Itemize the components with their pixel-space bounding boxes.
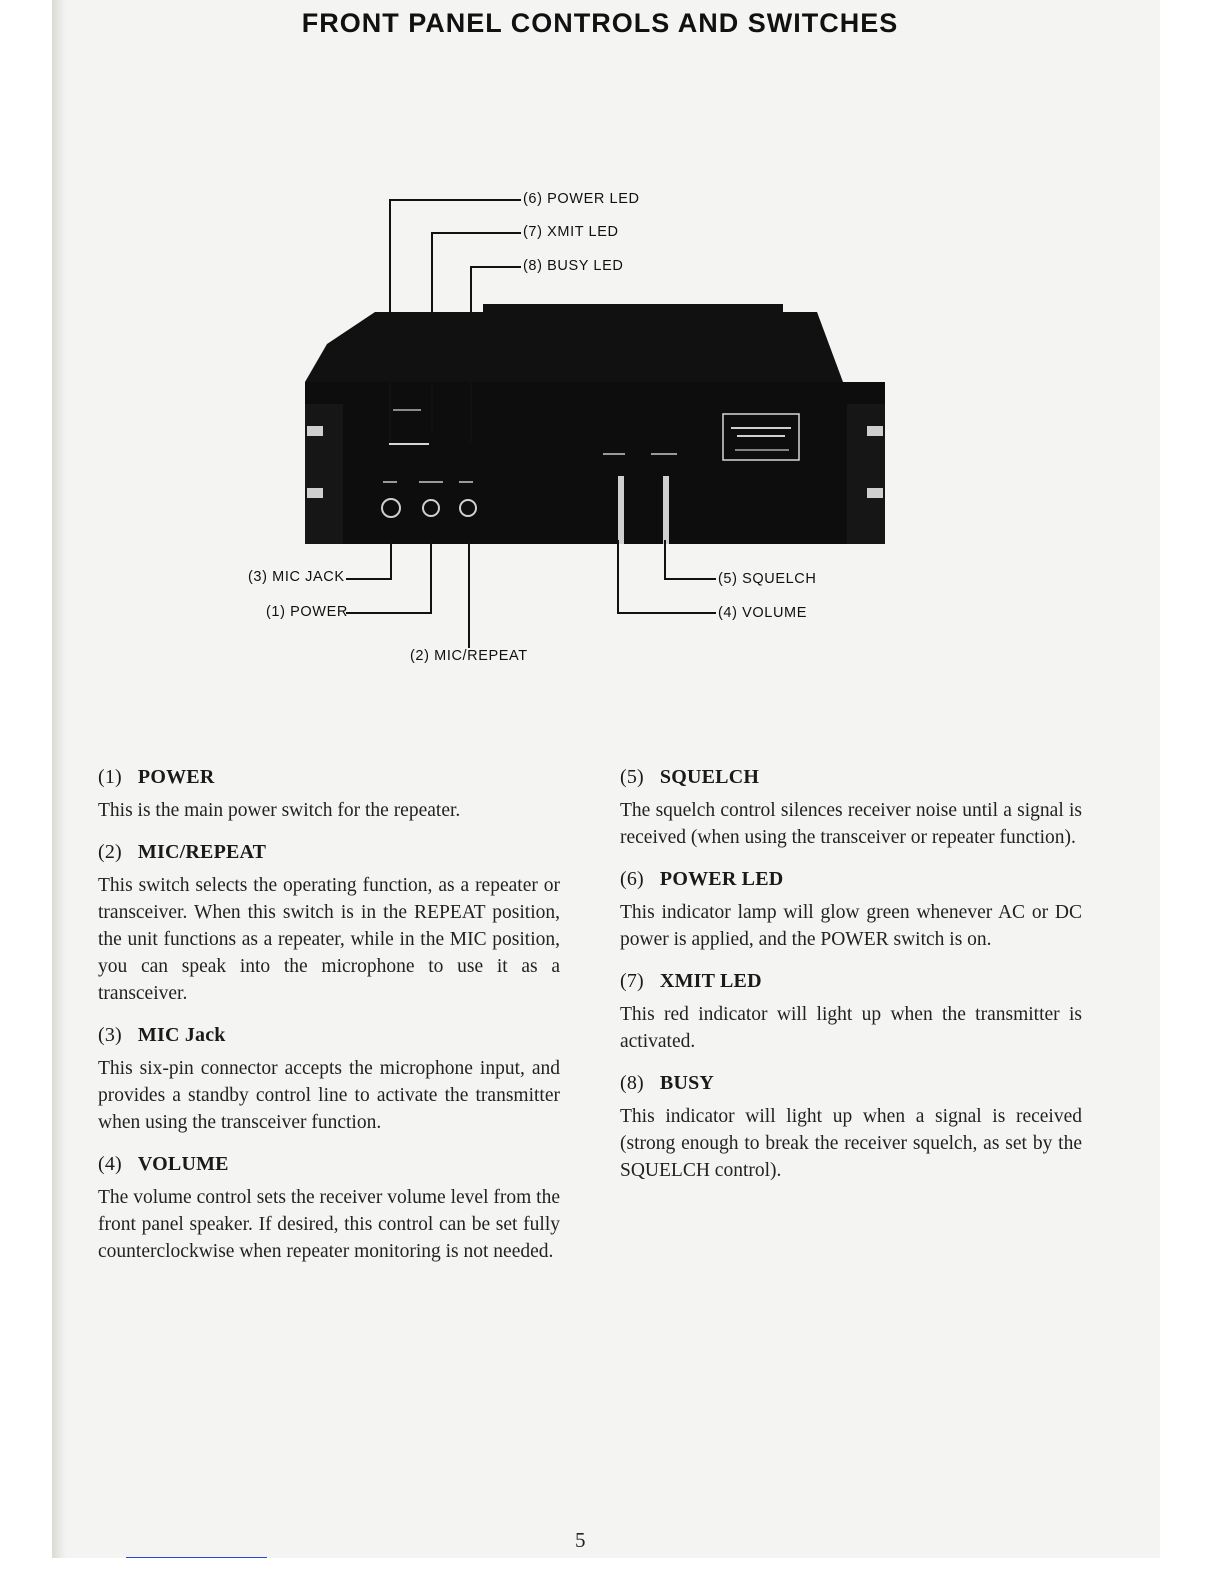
section-text: The squelch control silences receiver noise until a signal is received (when using the transceiver or repeater function). bbox=[620, 800, 1082, 848]
callout-busy-led: (8) BUSY LED bbox=[523, 258, 624, 274]
section-number: (8) bbox=[620, 1072, 644, 1094]
section-text: The volume control sets the receiver volume level from the front panel speaker. If desired, this control can be set fully counterclockwise when repeater monitoring is not needed. bbox=[98, 1187, 560, 1262]
section-heading: POWER bbox=[137, 766, 215, 788]
section-text: This red indicator will light up when the transmitter is activated. bbox=[620, 1004, 1082, 1052]
repeater-front-panel-photo bbox=[305, 304, 885, 544]
section-text: This six-pin connector accepts the microphone input, and provides a standby control line to activate the transmitter when using the transceiver function. bbox=[98, 1058, 560, 1133]
volume-knob-icon bbox=[618, 476, 624, 544]
section-power-led bbox=[620, 868, 1082, 953]
page-number: 5 bbox=[575, 1528, 586, 1552]
section-squelch bbox=[620, 766, 1082, 851]
right-column bbox=[620, 766, 1082, 1201]
section-mic-jack bbox=[98, 1024, 560, 1136]
squelch-knob-icon bbox=[663, 476, 669, 544]
callout-mic-repeat: (2) MIC/REPEAT bbox=[410, 648, 528, 664]
section-text: This is the main power switch for the repeater. bbox=[98, 800, 461, 821]
callout-power-led: (6) POWER LED bbox=[523, 191, 640, 207]
callout-squelch: (5) SQUELCH bbox=[718, 571, 817, 587]
section-heading: MIC/REPEAT bbox=[137, 841, 267, 863]
section-heading: VOLUME bbox=[137, 1153, 229, 1175]
left-rack-ear bbox=[305, 404, 343, 544]
right-rack-ear bbox=[847, 404, 885, 544]
callout-mic-jack: (3) MIC JACK bbox=[248, 569, 345, 585]
callout-volume: (4) VOLUME bbox=[718, 605, 807, 621]
section-number: (6) bbox=[620, 868, 644, 890]
section-number: (3) bbox=[98, 1024, 122, 1046]
section-text: This indicator lamp will glow green whenever AC or DC power is applied, and the POWER switch is on. bbox=[620, 902, 1082, 950]
section-volume bbox=[98, 1153, 560, 1265]
chassis-front bbox=[305, 382, 885, 544]
section-number: (4) bbox=[98, 1153, 122, 1175]
page-title: FRONT PANEL CONTROLS AND SWITCHES bbox=[301, 8, 899, 38]
section-text: This indicator will light up when a signal is received (strong enough to break the receiver squelch, as set by the SQUELCH control). bbox=[620, 1106, 1082, 1181]
left-column bbox=[98, 766, 560, 1282]
section-text: This switch selects the operating function, as a repeater or transceiver. When this switch is in the REPEAT position, the unit functions as a repeater, while in the MIC position, you can speak into the microphone to use it as a transceiver. bbox=[98, 875, 560, 1004]
section-power bbox=[98, 766, 560, 824]
section-heading: SQUELCH bbox=[659, 766, 760, 788]
section-number: (1) bbox=[98, 766, 122, 788]
section-heading: BUSY bbox=[659, 1072, 715, 1094]
section-heading: MIC Jack bbox=[137, 1024, 226, 1046]
section-xmit-led bbox=[620, 970, 1082, 1055]
section-busy bbox=[620, 1072, 1082, 1184]
callout-power: (1) POWER bbox=[266, 604, 348, 620]
section-mic-repeat bbox=[98, 841, 560, 1007]
callout-xmit-led: (7) XMIT LED bbox=[523, 224, 619, 240]
section-number: (7) bbox=[620, 970, 644, 992]
footer-rule bbox=[126, 1557, 267, 1558]
chassis-top bbox=[305, 312, 843, 382]
section-number: (5) bbox=[620, 766, 644, 788]
page-spine-shadow bbox=[52, 0, 66, 1558]
section-heading: POWER LED bbox=[659, 868, 784, 890]
section-heading: XMIT LED bbox=[659, 970, 762, 992]
section-number: (2) bbox=[98, 841, 122, 863]
